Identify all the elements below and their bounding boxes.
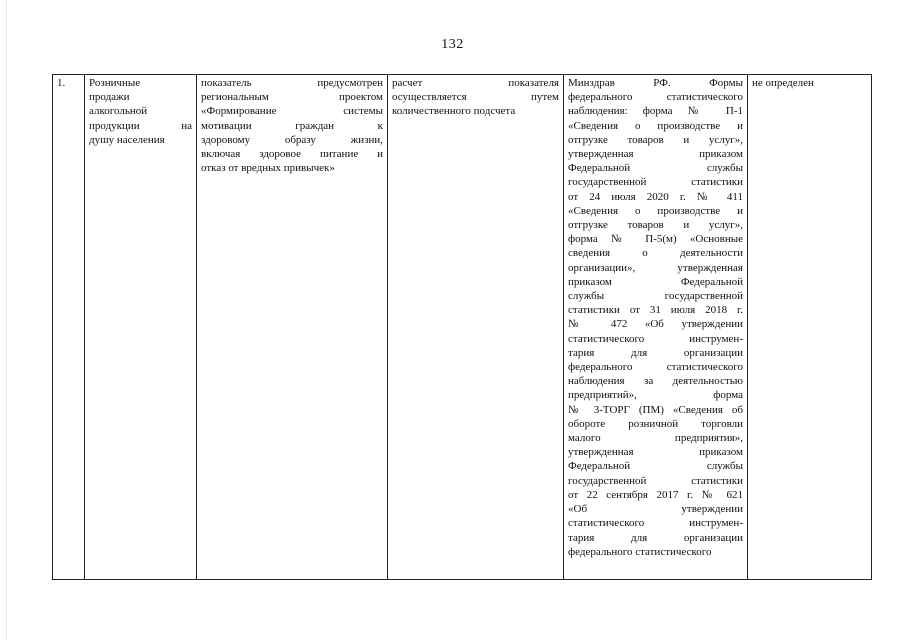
- table-row: [53, 75, 872, 580]
- data-source-line: сведения о деятельности: [568, 247, 743, 260]
- indicator-table: [52, 74, 872, 580]
- indicator-note: [201, 76, 383, 175]
- indicator-note-cell: [197, 75, 388, 580]
- data-source-line: от 24 июля 2020 г. № 411: [568, 190, 743, 203]
- indicator-name-line: душу населения: [89, 133, 165, 146]
- data-source-line: наблюдения за деятельностью: [568, 375, 743, 388]
- data-source-line: № 472 «Об утверждении: [568, 318, 743, 331]
- data-source-line: отгрузке товаров и услуг»,: [568, 219, 743, 232]
- indicator-note-line: показатель предусмотрен: [201, 77, 383, 89]
- data-source-line: Минздрав РФ. Формы: [568, 77, 743, 89]
- indicator-name-line: Розничные: [89, 77, 141, 89]
- data-source-line: утвержденная приказом: [568, 446, 743, 459]
- data-source-line: тария для организации: [568, 531, 743, 544]
- data-source-line: Федеральной службы: [568, 460, 743, 473]
- page-number: 132: [441, 37, 464, 52]
- indicator-note-line: «Формирование системы: [201, 105, 383, 118]
- frequency-value: не определен: [752, 77, 814, 89]
- data-source-line: предприятий», форма: [568, 389, 743, 402]
- calculation-method-line: количественного подсчета: [392, 105, 516, 118]
- frequency-cell: [748, 75, 872, 580]
- data-source-line: утвержденная приказом: [568, 148, 743, 161]
- data-source-line: федерального статистического: [568, 91, 743, 104]
- indicator-note-line: отказ от вредных привычек»: [201, 162, 335, 175]
- data-source-line: наблюдения: форма № П-1: [568, 105, 743, 118]
- data-source-line: статистического инструмен-: [568, 332, 743, 345]
- indicator-name-cell: [85, 75, 197, 580]
- indicator-note-line: региональным проектом: [201, 91, 383, 104]
- data-source-line: организации», утвержденная: [568, 261, 743, 274]
- data-source-line: № 3-ТОРГ (ПМ) «Сведения об: [568, 403, 743, 416]
- calculation-method-line: расчет показателя: [392, 77, 559, 89]
- data-source-line: отгрузке товаров и услуг»,: [568, 133, 743, 146]
- data-source-line: федерального статистического: [568, 361, 743, 374]
- indicator-name-line: продажи: [89, 91, 130, 104]
- data-source-line: форма № П-5(м) «Основные: [568, 233, 743, 246]
- data-source-line: от 22 сентября 2017 г. № 621: [568, 488, 743, 501]
- data-source-line: обороте розничной торговли: [568, 417, 743, 430]
- indicator-name-line: продукции на: [89, 119, 192, 132]
- data-source-line: службы государственной: [568, 290, 743, 303]
- calculation-method: [392, 76, 559, 119]
- indicator-name-line: алкогольной: [89, 105, 148, 118]
- scan-edge: [6, 0, 7, 640]
- indicator-note-line: мотивации граждан к: [201, 119, 383, 132]
- indicator-note-line: здоровому образу жизни,: [201, 133, 383, 146]
- data-source-line: «Сведения о производстве и: [568, 119, 743, 132]
- data-source-cell: [564, 75, 748, 580]
- data-source-line: Федеральной службы: [568, 162, 743, 175]
- data-source: [568, 76, 743, 559]
- data-source-line: «Об утверждении: [568, 503, 743, 516]
- data-source-line: статистического инструмен-: [568, 517, 743, 530]
- row-number-cell: [53, 75, 85, 580]
- calculation-method-cell: [388, 75, 564, 580]
- data-source-line: государственной статистики: [568, 176, 743, 189]
- calculation-method-line: осуществляется путем: [392, 91, 559, 104]
- indicator-name: [89, 76, 192, 147]
- indicator-note-line: включая здоровое питание и: [201, 148, 383, 161]
- data-source-line: государственной статистики: [568, 474, 743, 487]
- data-source-line: тария для организации: [568, 346, 743, 359]
- data-source-line: малого предприятия»,: [568, 432, 743, 445]
- data-source-line: федерального статистического: [568, 545, 712, 558]
- data-source-line: «Сведения о производстве и: [568, 204, 743, 217]
- data-source-line: статистики от 31 июля 2018 г.: [568, 304, 743, 317]
- data-source-line: приказом Федеральной: [568, 275, 743, 288]
- row-number: 1.: [57, 77, 66, 89]
